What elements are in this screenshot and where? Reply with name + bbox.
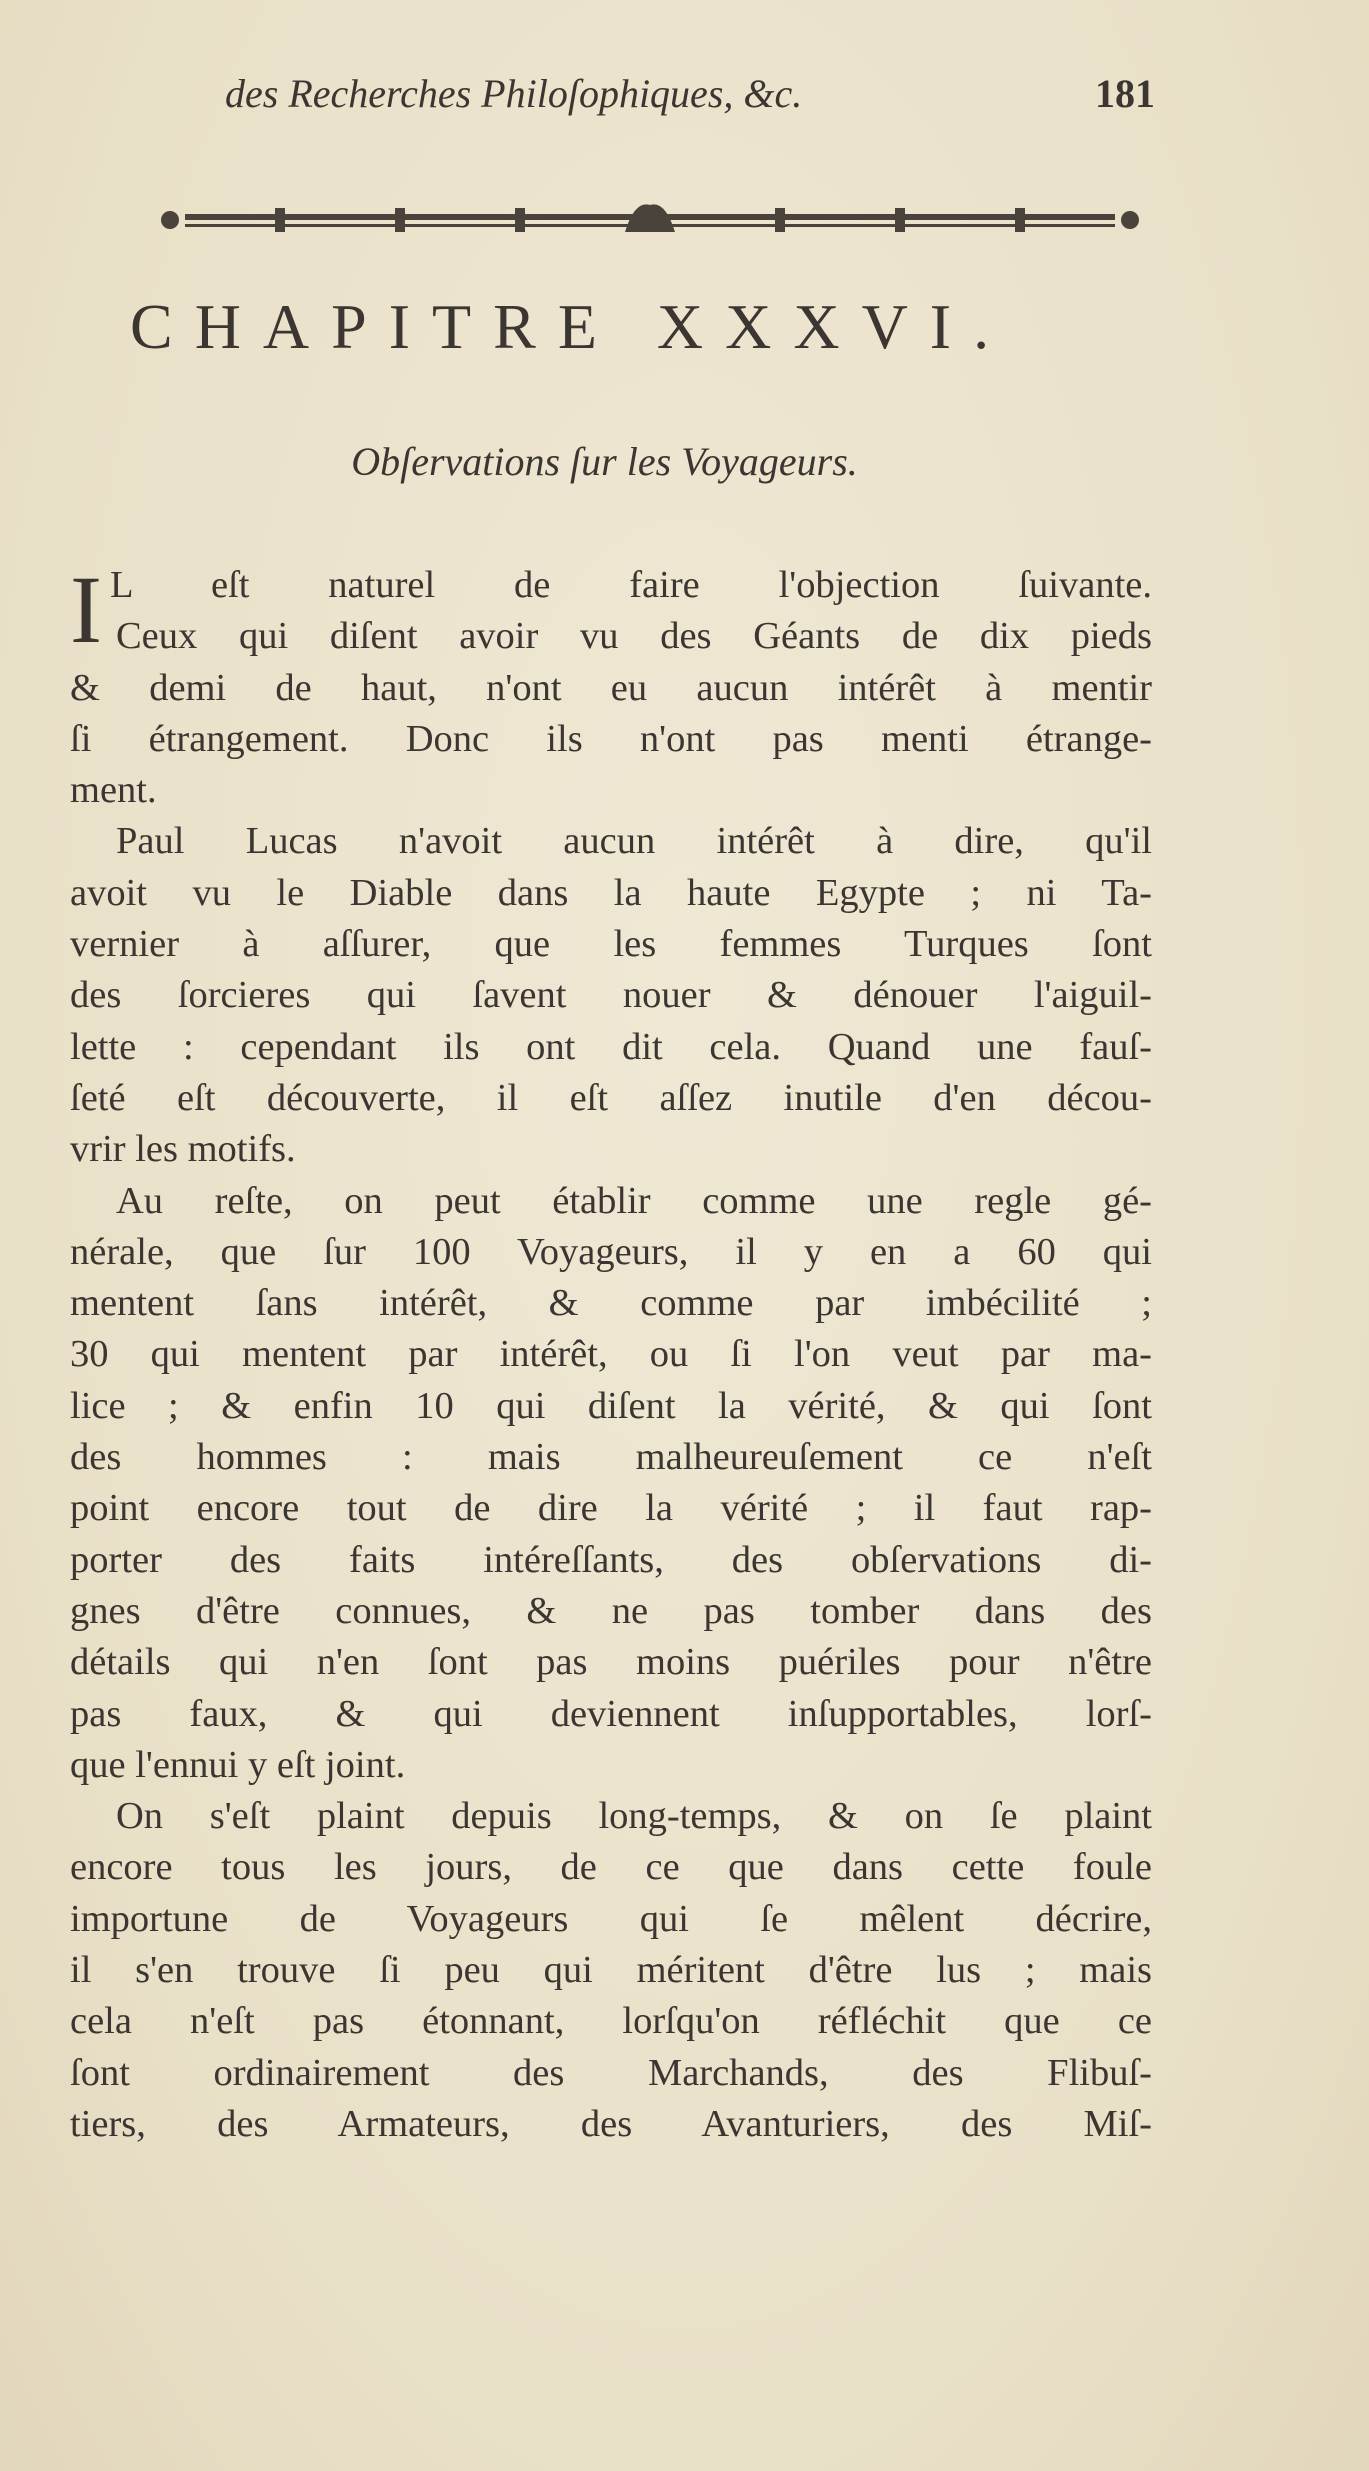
body-text <box>70 556 1152 2150</box>
ornamental-divider-icon <box>155 200 1145 240</box>
chapter-heading: CHAPITRE XXXVI. <box>130 291 1012 362</box>
page-number: 181 <box>1095 71 1155 116</box>
text-line: que l'ennui y eſt joint. <box>70 1743 406 1786</box>
text-line: point encore tout de dire la vérité ; il faut rap- <box>70 1487 1152 1530</box>
chapter-subtitle <box>0 438 1369 485</box>
text-line: vrir les motifs. <box>70 1128 296 1171</box>
text-line: avoit vu le Diable dans la haute Egypte ; ni Ta- <box>70 871 1152 914</box>
text-line: il s'en trouve ſi peu qui méritent d'être lus ; mais <box>70 1949 1152 1992</box>
running-head-title: des Recherches Philoſophiques, &c. <box>225 71 803 116</box>
text-line: tiers, des Armateurs, des Avanturiers, des Miſ- <box>70 2102 1152 2145</box>
drop-cap: I <box>70 556 102 663</box>
text-line: lette : cependant ils ont dit cela. Quand une fauſ- <box>70 1025 1152 1068</box>
text-line: On s'eſt plaint depuis long-temps, & on ſe plaint <box>116 1795 1152 1838</box>
text-line: cela n'eſt pas étonnant, lorſqu'on réfléchit que ce <box>70 2000 1152 2043</box>
text-line: importune de Voyageurs qui ſe mêlent décrire, <box>70 1897 1152 1940</box>
text-line: Paul Lucas n'avoit aucun intérêt à dire, qu'il <box>116 820 1152 863</box>
text-line: & demi de haut, n'ont eu aucun intérêt à mentir <box>70 666 1152 709</box>
text-line: porter des faits intéreſſants, des obſervations di- <box>70 1538 1152 1581</box>
text-line: lice ; & enfin 10 qui diſent la vérité, & qui ſont <box>70 1384 1152 1427</box>
text-line: ſont ordinairement des Marchands, des Flibuſ- <box>70 2051 1152 2094</box>
text-line: des hommes : mais malheureuſement ce n'eſt <box>70 1436 1152 1479</box>
text-line: Ceux qui diſent avoir vu des Géants de dix pieds <box>116 615 1152 658</box>
text-line: gnes d'être connues, & ne pas tomber dans des <box>70 1589 1152 1632</box>
text-line: vernier à aſſurer, que les femmes Turques ſont <box>70 923 1152 966</box>
text-line: ſeté eſt découverte, il eſt aſſez inutile d'en décou- <box>70 1076 1152 1119</box>
running-head <box>225 70 1155 120</box>
text-line: L eſt naturel de faire l'objection ſuivante. <box>110 564 1152 606</box>
text-line: des ſorcieres qui ſavent nouer & dénouer l'aiguil- <box>70 974 1152 1017</box>
text-line: pas faux, & qui deviennent inſupportables, lorſ- <box>70 1692 1152 1735</box>
text-line: détails qui n'en ſont pas moins puériles pour n'être <box>70 1641 1152 1684</box>
text-line: nérale, que ſur 100 Voyageurs, il y en a 60 qui <box>70 1230 1152 1273</box>
chapter-subtitle-text: Obſervations ſur les Voyageurs. <box>351 439 858 484</box>
text-line: mentent ſans intérêt, & comme par imbécilité ; <box>70 1282 1152 1325</box>
text-line: Au reſte, on peut établir comme une regle gé- <box>116 1179 1152 1222</box>
text-line: 30 qui mentent par intérêt, ou ſi l'on veut par ma- <box>70 1333 1152 1376</box>
text-line: encore tous les jours, de ce que dans cette foule <box>70 1846 1152 1889</box>
text-line: ment. <box>70 769 157 812</box>
text-line: ſi étrangement. Donc ils n'ont pas menti étrange- <box>70 717 1152 760</box>
